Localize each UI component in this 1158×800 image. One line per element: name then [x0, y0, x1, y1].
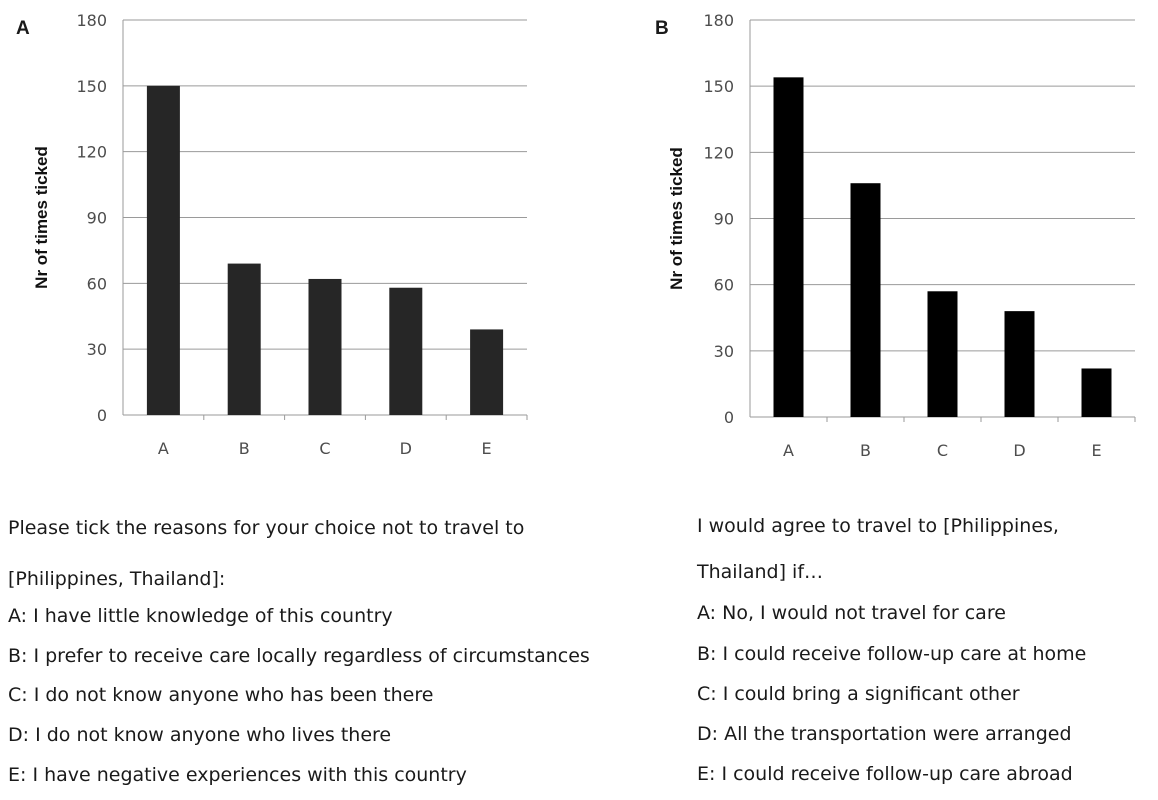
caption-left-line: Please tick the reasons for your choice not to travel to	[8, 517, 525, 539]
x-tick-label: D	[1013, 441, 1026, 460]
bar	[928, 291, 958, 417]
caption-left-line: B: I prefer to receive care locally regardless of circumstances	[8, 645, 590, 667]
caption-right-line: C: I could bring a significant other	[697, 683, 1020, 705]
bar	[1082, 368, 1112, 417]
caption-right-line: B: I could receive follow-up care at home	[697, 643, 1087, 665]
y-tick-label: 120	[76, 142, 107, 162]
caption-left-line: C: I do not know anyone who has been there	[8, 684, 434, 706]
bar	[774, 77, 804, 417]
y-tick-label: 60	[86, 274, 107, 294]
bar-chart-a	[0, 0, 560, 480]
x-tick-label: B	[238, 439, 250, 458]
y-tick-label: 0	[96, 406, 107, 425]
caption-right-line: I would agree to travel to [Philippines,	[697, 515, 1059, 537]
bar	[228, 264, 261, 415]
y-axis-title: Nr of times ticked	[32, 146, 51, 289]
x-tick-label: E	[1091, 441, 1102, 460]
y-axis-title: Nr of times ticked	[667, 147, 686, 290]
y-tick-label: 180	[76, 11, 107, 30]
y-tick-label: 150	[703, 77, 734, 97]
y-tick-label: 90	[713, 209, 734, 229]
caption-left-line: E: I have negative experiences with this country	[8, 764, 467, 786]
y-tick-label: 120	[703, 143, 734, 163]
bar	[389, 288, 422, 415]
caption-right-line: E: I could receive follow-up care abroad	[697, 763, 1073, 785]
caption-right-line: A: No, I would not travel for care	[697, 602, 1006, 624]
bar	[470, 329, 503, 415]
x-tick-label: D	[399, 439, 412, 458]
y-tick-label: 0	[723, 408, 734, 427]
y-tick-label: 90	[86, 208, 107, 228]
y-tick-label: 60	[713, 275, 734, 295]
x-tick-label: A	[783, 441, 794, 460]
y-tick-label: 30	[713, 341, 734, 361]
caption-right-line: Thailand] if…	[697, 561, 824, 583]
bar	[147, 86, 180, 415]
y-tick-label: 180	[703, 11, 734, 30]
panel-label-a: A	[16, 18, 30, 39]
bar-chart-b	[560, 0, 1158, 480]
caption-left-line: A: I have little knowledge of this country	[8, 605, 393, 627]
x-tick-label: C	[319, 439, 331, 458]
caption-left-line: [Philippines, Thailand]:	[8, 568, 226, 590]
bar	[1005, 311, 1035, 417]
panel-label-b: B	[655, 18, 669, 39]
caption-left-line: D: I do not know anyone who lives there	[8, 724, 392, 746]
y-tick-label: 30	[86, 340, 107, 360]
x-tick-label: B	[860, 441, 871, 460]
x-tick-label: A	[157, 439, 169, 458]
x-tick-label: E	[481, 439, 492, 458]
x-tick-label: C	[936, 441, 949, 460]
bar	[851, 183, 881, 417]
y-tick-label: 150	[76, 76, 107, 96]
bar	[309, 279, 342, 415]
caption-right-line: D: All the transportation were arranged	[697, 723, 1072, 745]
